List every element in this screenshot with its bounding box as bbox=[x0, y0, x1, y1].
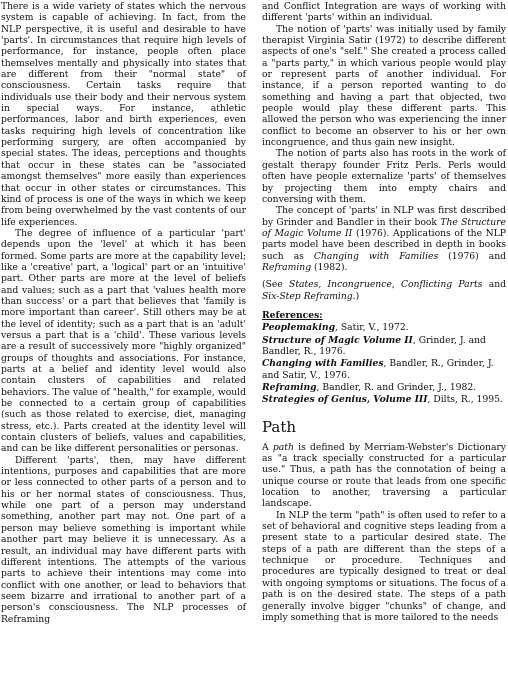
reference-details: , Bandler, R. and Grinder, J., 1982. bbox=[316, 382, 477, 393]
paragraph-different-parts: Different 'parts', then, may have different intentions, purposes and capabilities that are more or less connected to other parts of a person and to his or her normal states of consciousness. Thus, while one part of a person may understand something, another part may not. One part of a person may believe something is important while another part may believe it is unnecessary. As a result, an individual may have different parts with different intentions. The attempts of the various parts to achieve their intentions may come into conflict with one another, or lead to behaviors that seem bizarre and irrational to another part of a person's consciousness. The NLP processes of Reframing bbox=[1, 454, 246, 625]
book-title-structure-of-magic: The Structure of Magic Volume II bbox=[262, 216, 506, 239]
reference-details: , Satir, V., 1972. bbox=[335, 322, 409, 334]
reference-title: Strategies of Genius, Volume III bbox=[262, 394, 428, 406]
nlp-concept-text-2: (1976). Applications of the NLP parts model have been described in depth in books such as bbox=[262, 227, 506, 262]
see-also-text-2: and bbox=[482, 279, 506, 291]
see-also-link-six-step-reframing[interactable]: Six-Step Reframing bbox=[262, 290, 353, 302]
reference-title: Peoplemaking bbox=[262, 322, 336, 334]
paragraph-perls: The notion of parts also has roots in the work of gestalt therapy founder Fritz Perls. Perls would often have people externalize 'parts' of themselves by projecting them into empty chairs and conversing with them. bbox=[262, 148, 506, 205]
paragraph-satir: The notion of 'parts' was initially used by family therapist Virginia Satir (1972) to describe different aspects of one's "self." She created a process called a "parts party," in which various people would play or represent parts of another individual. For instance, if a person reported wanting to do something and having a part that objected, two people would play these different parts. This allowed the person who was experiencing the inner conflict to become an observer to his or her own incongruence, and thus gain new insight. bbox=[262, 23, 506, 149]
reference-item bbox=[262, 335, 506, 358]
path-text-1: A bbox=[262, 441, 273, 453]
references-heading: References: bbox=[262, 309, 323, 321]
path-text-2: is defined by Merriam-Webster's Dictionary as "a track specially constructed for a particular use." Thus, a path has the connotation of being a unique course or route that leads from one specific location to another, traversing a particular landscape. bbox=[262, 441, 506, 510]
section-title-path: Path bbox=[262, 417, 297, 436]
reference-details: , Bandler, R., Grinder, J. and Satir, V., 1976. bbox=[262, 358, 494, 381]
reference-details: , Dilts, R., 1995. bbox=[427, 394, 503, 406]
see-also-text-3: .) bbox=[352, 290, 360, 302]
paragraph-path-nlp: In NLP the term "path" is often used to refer to a set of behavioral and cognitive steps leading from a present state to a particular desired state. The steps of a path are different than the steps of a technique or procedure. Techniques and procedures are typically designed to treat or deal with ongoing symptoms or situations. The focus of a path is on the desired state. The steps of a path generally involve bigger "chunks" of change, and imply something that is more tailored to the needs bbox=[262, 509, 506, 623]
paragraph-nlp-concept bbox=[262, 205, 506, 273]
reference-title: Structure of Magic Volume II bbox=[262, 334, 413, 346]
paragraph-states: There is a wide variety of states which the nervous system is capable of achieving. In fact, from the NLP perspective, it is useful and desirable to have 'parts'. In circumstances that require high levels of performance, for instance, people often place themselves mentally and physically into states that are different from their "normal state" of consciousness. Certain tasks require that individuals use their body and their nervous system in special ways. For instance, athletic performances, labor and birth experiences, even tasks requiring high levels of concentration like performing surgery, are often accompanied by special states. The ideas, perceptions and thoughts that occur in these states can be "associated amongst themselves" more easily than experiences that occur in other states or circumstances. This kind of process is one of the ways in which we keep from being overwhelmed by the vast contents of our life experiences. bbox=[1, 1, 246, 228]
reference-title: Reframing bbox=[262, 382, 317, 393]
book-title-changing-with-families: Changing with Families bbox=[313, 250, 439, 262]
book-title-reframing: Reframing bbox=[262, 261, 312, 273]
nlp-concept-text-3: (1976) and bbox=[438, 250, 506, 262]
path-term: path bbox=[272, 441, 294, 453]
see-also bbox=[262, 279, 506, 302]
nlp-concept-text-4: (1982). bbox=[311, 261, 348, 273]
paragraph-levels: The degree of influence of a particular 'part' depends upon the 'level' at which it has been formed. Some parts are more at the capability level; like a 'creative' part, a 'logical' part or an 'intuitive' part. Other parts are more at the level of beliefs and values; such as a part that 'values health more than success' or a part that believes that 'family is more important than career'. Still others may be at the level of identity; such as a part that is an 'adult' versus a part that is a 'child'. These various levels are a result of successively more "highly organized" groups of thoughts and associations. For instance, parts at a belief and identity level would also contain clusters of capabilities and related behaviors. The value of "health," for example, would be connected to a certain group of capabilities (such as those related to exercise, diet, managing stress, etc.). Parts created at the identity level will contain clusters of beliefs, values and capabilities, and can be like different personalities or personas. bbox=[1, 227, 246, 455]
reference-item bbox=[262, 394, 506, 405]
see-also-link-states[interactable]: States, Incongruence, Conflicting Parts bbox=[289, 279, 483, 291]
references-list bbox=[262, 322, 506, 405]
reference-item bbox=[262, 322, 506, 333]
reference-title: Changing with Families bbox=[262, 358, 384, 370]
nlp-concept-text-1: The concept of 'parts' in NLP was first described by Grinder and Bandler in their book bbox=[262, 205, 506, 228]
see-also-text-1: (See bbox=[262, 279, 290, 291]
paragraph-path-definition bbox=[262, 442, 506, 510]
reference-details: , Grinder, J. and Bandler, R., 1976. bbox=[262, 334, 486, 357]
reference-item bbox=[262, 382, 506, 393]
left-column bbox=[1, 1, 246, 625]
right-column bbox=[262, 1, 506, 623]
paragraph-conflict-integration: and Conflict Integration are ways of working with different 'parts' within an individual. bbox=[262, 1, 506, 24]
reference-item bbox=[262, 358, 506, 381]
